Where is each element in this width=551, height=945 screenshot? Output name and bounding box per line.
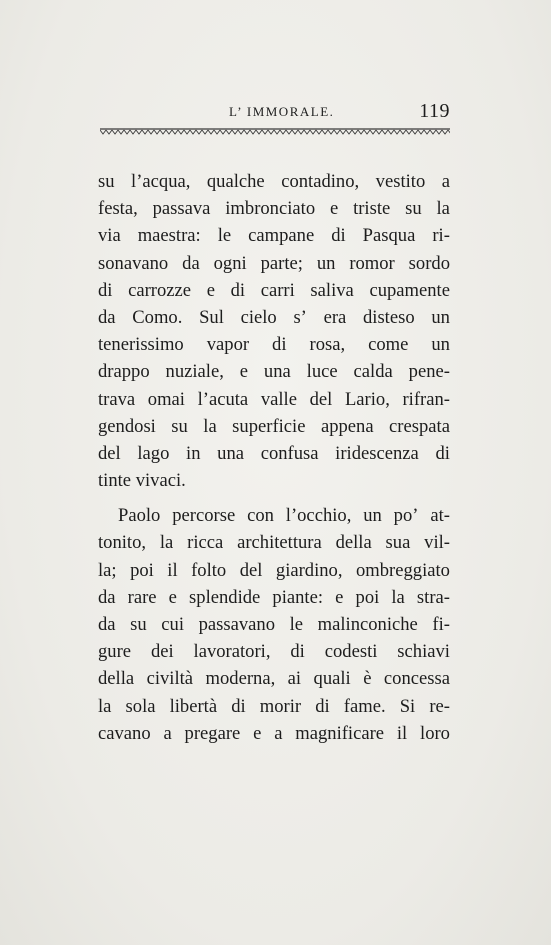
text-line: tonito, la ricca architettura della sua vil- bbox=[98, 532, 450, 554]
text-line: da rare e splendide piante: e poi la stra- bbox=[98, 586, 450, 608]
paragraph-2 bbox=[98, 502, 450, 747]
text-line: da Como. Sul cielo s’ era disteso un bbox=[98, 306, 450, 328]
text-line: trava omai l’acuta valle del Lario, rifran- bbox=[98, 388, 450, 410]
text-line: gendosi su la superficie appena crespata bbox=[98, 415, 450, 437]
text-line: sonavano da ogni parte; un romor sordo bbox=[98, 252, 450, 274]
ornamental-rule bbox=[100, 126, 450, 136]
running-head bbox=[98, 100, 450, 126]
running-title: L’ IMMORALE. bbox=[229, 104, 335, 119]
text-line: tenerissimo vapor di rosa, come un bbox=[98, 334, 450, 356]
text-line: gure dei lavoratori, di codesti schiavi bbox=[98, 641, 450, 663]
body-text bbox=[98, 168, 450, 747]
text-line: da su cui passavano le malinconiche fi- bbox=[98, 614, 450, 635]
text-line: tinte vivaci. bbox=[98, 470, 186, 492]
text-line: di carrozze e di carri saliva cupamente bbox=[98, 279, 450, 301]
text-line: festa, passava imbronciato e triste su la bbox=[98, 198, 450, 220]
text-line: via maestra: le campane di Pasqua ri- bbox=[98, 225, 450, 247]
text-line: della civiltà moderna, ai quali è concessa bbox=[98, 668, 450, 690]
text-line: cavano a pregare e a magnificare il loro bbox=[98, 722, 450, 744]
text-line: Paolo percorse con l’occhio, un po’ at- bbox=[118, 505, 450, 527]
text-line: la; poi il folto del giardino, ombreggiato bbox=[98, 559, 450, 581]
text-line: drappo nuziale, e una luce calda pene- bbox=[98, 361, 450, 383]
text-line: su l’acqua, qualche contadino, vestito a bbox=[98, 171, 450, 192]
page-number: 119 bbox=[419, 100, 450, 122]
paragraph-1 bbox=[98, 168, 450, 494]
text-line: la sola libertà di morir di fame. Si re- bbox=[98, 695, 450, 717]
text-line: del lago in una confusa iridescenza di bbox=[98, 442, 450, 464]
